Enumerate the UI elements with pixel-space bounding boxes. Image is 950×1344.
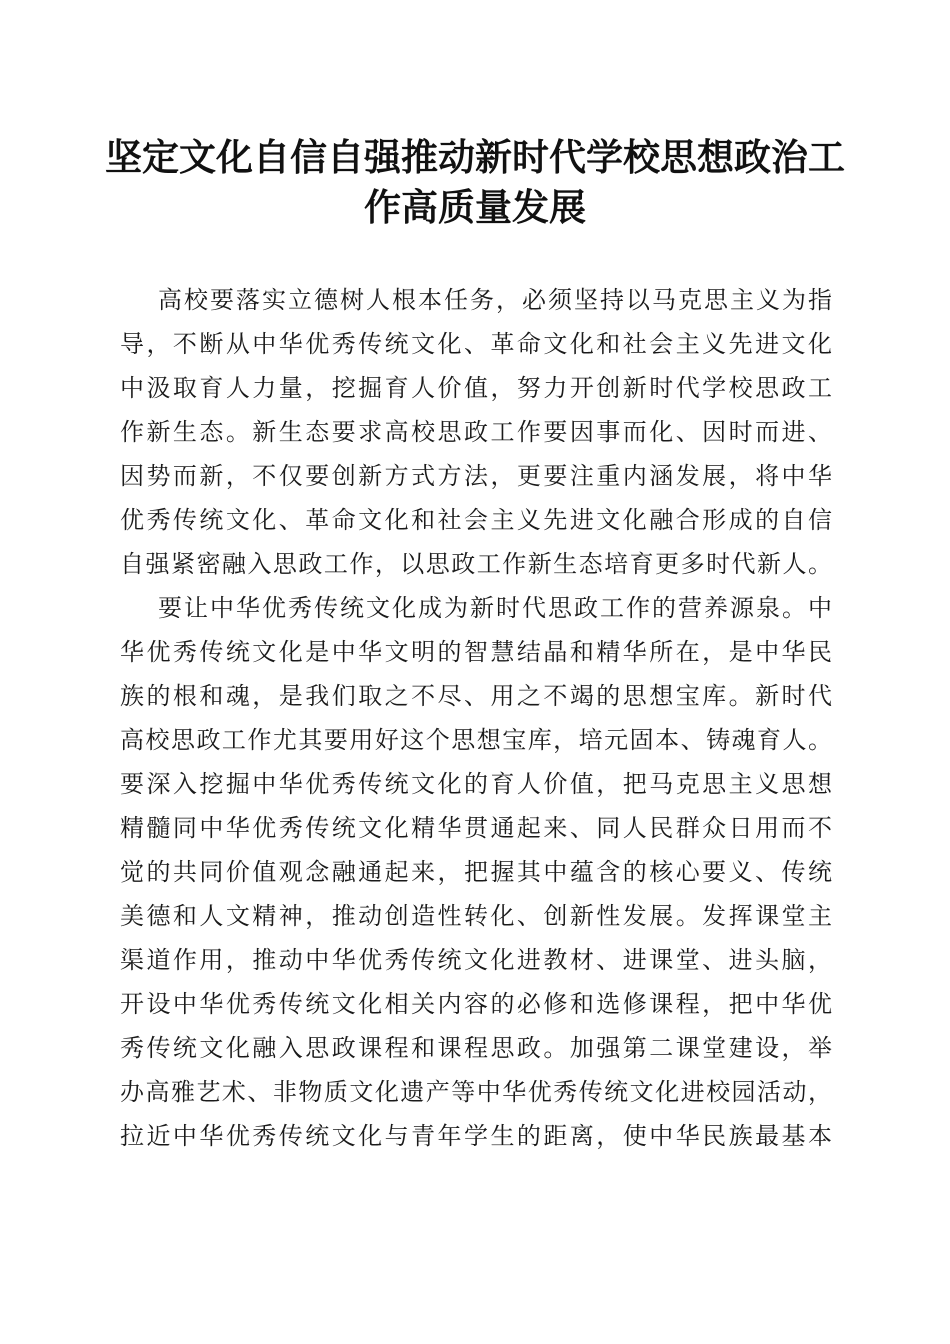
paragraph-line: 要让中华优秀传统文化成为新时代思政工作的营养源泉。中 bbox=[158, 594, 832, 622]
paragraph-line: 办高雅艺术、非物质文化遗产等中华优秀传统文化进校园活动， bbox=[120, 1078, 832, 1106]
paragraph-line: 觉的共同价值观念融通起来，把握其中蕴含的核心要义、传统 bbox=[120, 858, 832, 886]
paragraph-line: 拉近中华优秀传统文化与青年学生的距离，使中华民族最基本 bbox=[120, 1122, 832, 1150]
document-title bbox=[100, 132, 850, 232]
paragraph-line: 高校要落实立德树人根本任务，必须坚持以马克思主义为指 bbox=[158, 286, 832, 314]
paragraph-line: 要深入挖掘中华优秀传统文化的育人价值，把马克思主义思想 bbox=[120, 770, 832, 798]
paragraph-line: 族的根和魂，是我们取之不尽、用之不竭的思想宝库。新时代 bbox=[120, 682, 832, 710]
paragraph-line: 华优秀传统文化是中华文明的智慧结晶和精华所在，是中华民 bbox=[120, 638, 832, 666]
paragraph-line: 中汲取育人力量，挖掘育人价值，努力开创新时代学校思政工 bbox=[120, 374, 832, 402]
paragraph-line: 美德和人文精神，推动创造性转化、创新性发展。发挥课堂主 bbox=[120, 902, 832, 930]
paragraph-line: 导，不断从中华优秀传统文化、革命文化和社会主义先进文化 bbox=[120, 330, 832, 358]
paragraph-line: 渠道作用，推动中华优秀传统文化进教材、进课堂、进头脑， bbox=[120, 946, 832, 974]
paragraph-line: 秀传统文化融入思政课程和课程思政。加强第二课堂建设，举 bbox=[120, 1034, 832, 1062]
title-line: 坚定文化自信自强推动新时代学校思想政治工 bbox=[105, 135, 845, 179]
title-line: 作高质量发展 bbox=[364, 185, 586, 229]
paragraph-line: 作新生态。新生态要求高校思政工作要因事而化、因时而进、 bbox=[120, 418, 832, 446]
paragraph-2 bbox=[120, 586, 832, 1158]
paragraph-1 bbox=[120, 278, 832, 586]
paragraph-line: 因势而新，不仅要创新方式方法，更要注重内涵发展，将中华 bbox=[120, 462, 832, 490]
paragraph-line: 自强紧密融入思政工作，以思政工作新生态培育更多时代新人。 bbox=[120, 550, 832, 578]
paragraph-line: 开设中华优秀传统文化相关内容的必修和选修课程，把中华优 bbox=[120, 990, 832, 1018]
paragraph-line: 优秀传统文化、革命文化和社会主义先进文化融合形成的自信 bbox=[120, 506, 832, 534]
paragraph-line: 高校思政工作尤其要用好这个思想宝库，培元固本、铸魂育人。 bbox=[120, 726, 832, 754]
document-body bbox=[120, 278, 832, 1158]
paragraph-line: 精髓同中华优秀传统文化精华贯通起来、同人民群众日用而不 bbox=[120, 814, 832, 842]
